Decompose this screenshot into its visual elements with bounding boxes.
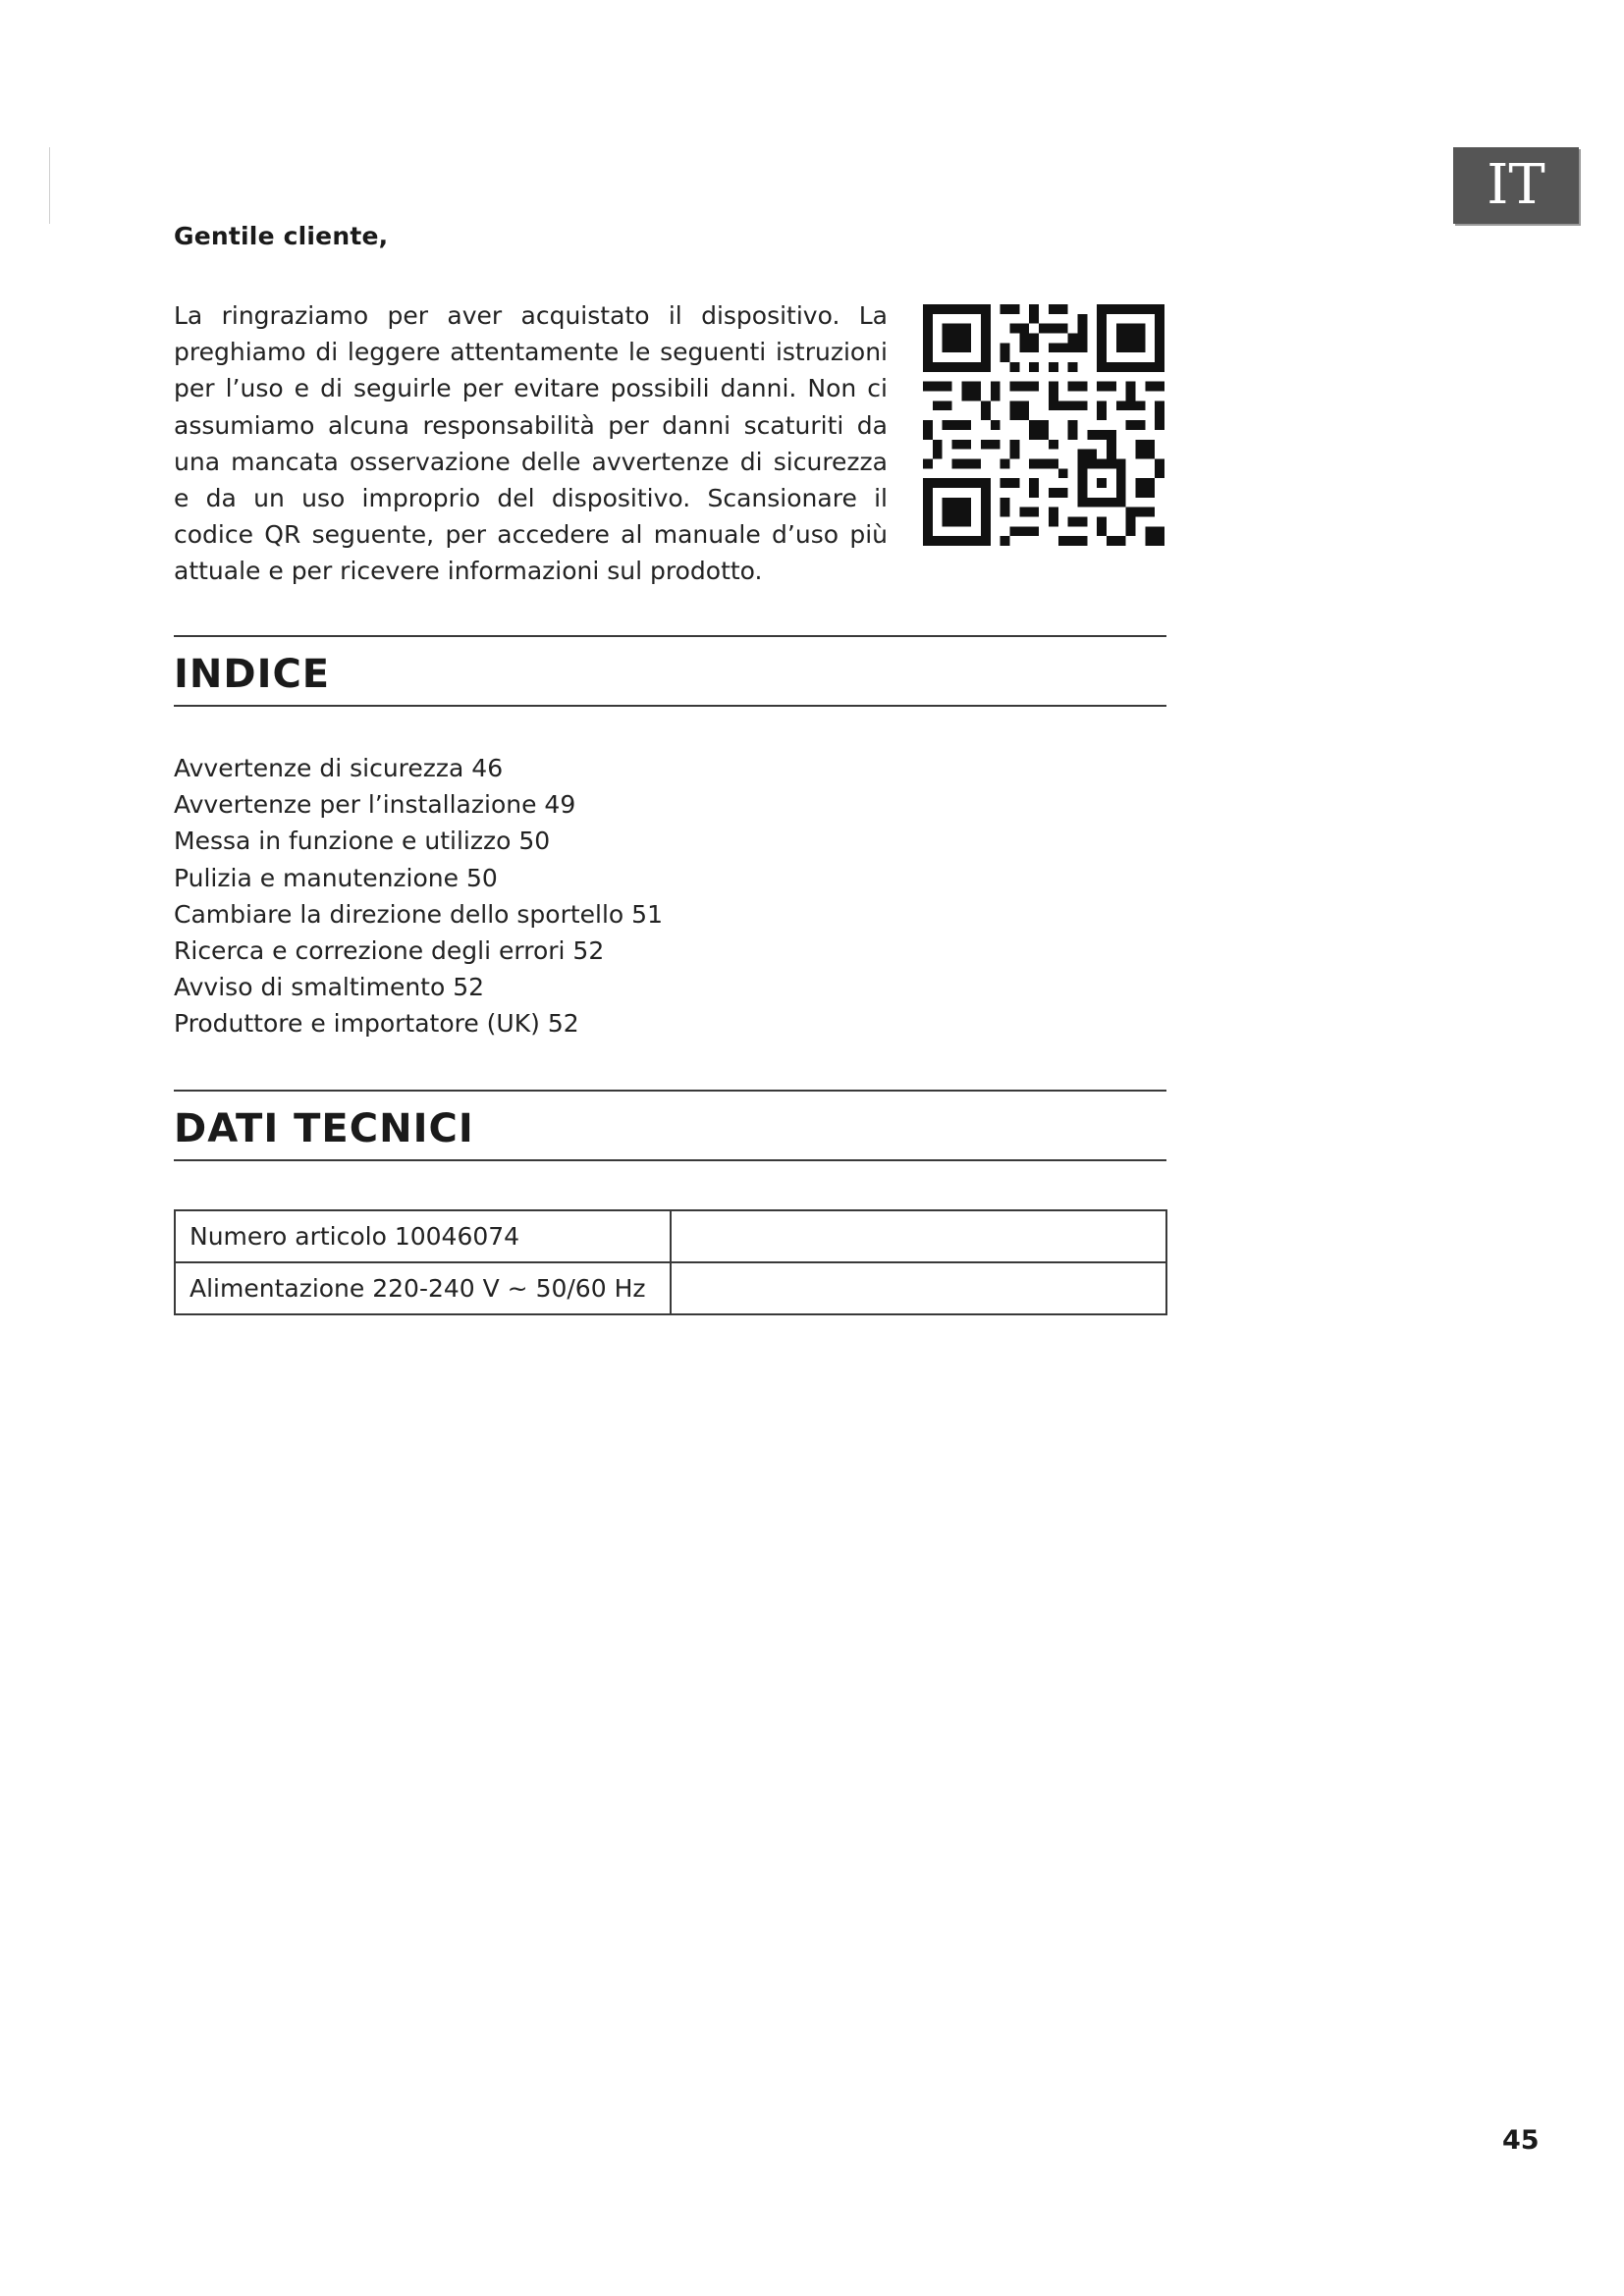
index-item: Avvertenze per l’installazione 49 [174,790,576,820]
table-cell: Alimentazione 220-240 V ~ 50/60 Hz [175,1262,671,1314]
qr-code-icon [923,304,1164,546]
intro-paragraph: La ringraziamo per aver acquistato il dispositivo. La preghiamo di leggere attentamente le seguenti istruzioni per l’uso e di seguirle per evitare possibili danni. Non ci assumiamo alcuna responsabilità per danni scaturiti da una mancata osservazione delle avvertenze di sicurezza e da un uso improprio del dispositivo. Scansionare il codice QR seguente, per accedere al manuale d’uso più attuale e per ricevere informazioni sul prodotto. [174,301,888,586]
index-rule-bottom [174,705,1166,707]
table-cell [671,1210,1166,1262]
index-item: Messa in funzione e utilizzo 50 [174,827,551,856]
greeting: Gentile cliente, [174,222,389,250]
tech-rule-top [174,1090,1166,1092]
language-tab: IT [1453,147,1579,224]
index-item: Ricerca e correzione degli errori 52 [174,936,605,966]
page-number: 45 [1502,2125,1540,2156]
index-item: Avviso di smaltimento 52 [174,973,485,1002]
table-cell [671,1262,1166,1314]
index-item: Cambiare la direzione dello sportello 51 [174,899,663,929]
index-item: Produttore e importatore (UK) 52 [174,1009,579,1039]
table-cell: Numero articolo 10046074 [175,1210,671,1262]
table-row [175,1210,1166,1262]
index-list [174,750,663,1042]
index-item: Avvertenze di sicurezza 46 [174,754,504,782]
margin-line [49,147,50,224]
index-title: INDICE [174,652,331,697]
tech-data-table [174,1209,1167,1315]
table-row [175,1262,1166,1314]
tech-data-title: DATI TECNICI [174,1106,474,1151]
index-item: Pulizia e manutenzione 50 [174,863,498,892]
index-rule-top [174,635,1166,637]
tech-rule-bottom [174,1159,1166,1161]
